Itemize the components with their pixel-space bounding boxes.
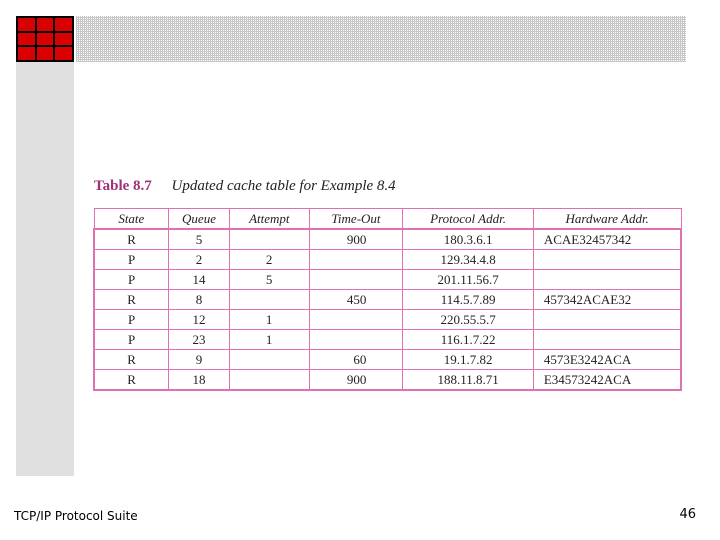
cell-state: R — [94, 350, 169, 370]
cell-attempt — [229, 370, 309, 391]
cell-time-out — [309, 310, 403, 330]
cell-time-out: 900 — [309, 229, 403, 250]
cell-hardware-addr: ACAE32457342 — [533, 229, 681, 250]
cell-state: P — [94, 270, 169, 290]
table-row — [94, 229, 681, 250]
cell-queue: 18 — [169, 370, 230, 391]
table-caption — [94, 178, 396, 195]
cell-attempt — [229, 229, 309, 250]
left-sidebar-bar — [16, 62, 74, 476]
cell-hardware-addr — [533, 270, 681, 290]
table-row — [94, 250, 681, 270]
cell-state: R — [94, 370, 169, 391]
cell-time-out: 60 — [309, 350, 403, 370]
cell-attempt: 5 — [229, 270, 309, 290]
cell-queue: 23 — [169, 330, 230, 350]
column-header-attempt: Attempt — [229, 209, 309, 230]
cell-hardware-addr — [533, 330, 681, 350]
table-number: Table 8.7 — [94, 178, 152, 194]
table-row — [94, 310, 681, 330]
column-header-protocol-addr: Protocol Addr. — [403, 209, 533, 230]
cell-attempt — [229, 350, 309, 370]
cell-queue: 12 — [169, 310, 230, 330]
cell-attempt: 1 — [229, 330, 309, 350]
table-row — [94, 350, 681, 370]
cell-protocol-addr: 114.5.7.89 — [403, 290, 533, 310]
cell-protocol-addr: 180.3.6.1 — [403, 229, 533, 250]
cell-protocol-addr: 19.1.7.82 — [403, 350, 533, 370]
cell-protocol-addr: 129.34.4.8 — [403, 250, 533, 270]
cell-hardware-addr: 4573E3242ACA — [533, 350, 681, 370]
table-row — [94, 330, 681, 350]
cell-hardware-addr — [533, 250, 681, 270]
cell-queue: 2 — [169, 250, 230, 270]
cell-time-out: 900 — [309, 370, 403, 391]
red-grid-logo-icon — [16, 16, 74, 62]
cell-hardware-addr: 457342ACAE32 — [533, 290, 681, 310]
cell-state: P — [94, 330, 169, 350]
column-header-hardware-addr: Hardware Addr. — [533, 209, 681, 230]
cell-queue: 8 — [169, 290, 230, 310]
cell-protocol-addr: 201.11.56.7 — [403, 270, 533, 290]
table-caption-text: Updated cache table for Example 8.4 — [171, 178, 396, 194]
table-row — [94, 290, 681, 310]
cell-protocol-addr: 220.55.5.7 — [403, 310, 533, 330]
cell-queue: 14 — [169, 270, 230, 290]
cell-queue: 5 — [169, 229, 230, 250]
cell-protocol-addr: 188.11.8.71 — [403, 370, 533, 391]
table-header-row — [94, 209, 681, 230]
cell-time-out — [309, 250, 403, 270]
cell-state: R — [94, 229, 169, 250]
column-header-queue: Queue — [169, 209, 230, 230]
cell-attempt — [229, 290, 309, 310]
dotted-header-band — [76, 16, 686, 62]
cell-hardware-addr: E34573242ACA — [533, 370, 681, 391]
cell-state: P — [94, 250, 169, 270]
cell-time-out: 450 — [309, 290, 403, 310]
cell-protocol-addr: 116.1.7.22 — [403, 330, 533, 350]
cell-state: R — [94, 290, 169, 310]
cache-table — [93, 208, 682, 391]
cell-queue: 9 — [169, 350, 230, 370]
column-header-state: State — [94, 209, 169, 230]
cell-state: P — [94, 310, 169, 330]
table-row — [94, 270, 681, 290]
page-number: 46 — [679, 507, 696, 522]
cell-hardware-addr — [533, 310, 681, 330]
table-row — [94, 370, 681, 391]
footer-title: TCP/IP Protocol Suite — [14, 509, 138, 523]
cell-attempt: 2 — [229, 250, 309, 270]
cell-attempt: 1 — [229, 310, 309, 330]
column-header-time-out: Time-Out — [309, 209, 403, 230]
cell-time-out — [309, 270, 403, 290]
cell-time-out — [309, 330, 403, 350]
